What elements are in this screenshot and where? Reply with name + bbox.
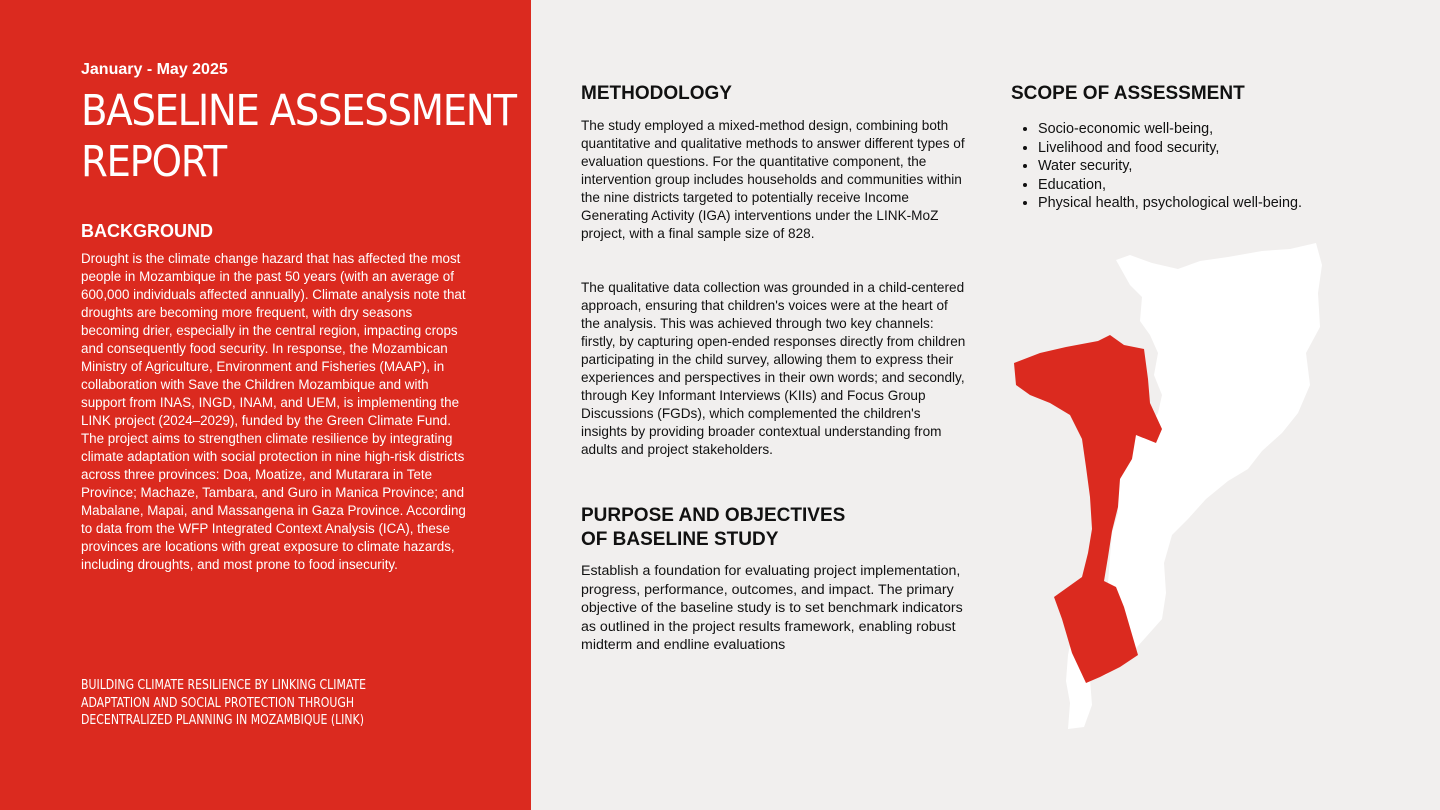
purpose-heading-line-2: OF BASELINE STUDY [581,529,779,550]
purpose-text: Establish a foundation for evaluating project implementation, progress, performance, outcomes, and impact. The primary objective of the baseline study is to set benchmark indicators as outlined in the project results framework, enabling robust midterm and endline evaluations [581,563,963,654]
scope-item: • Socio-economic well-being, [1038,120,1302,139]
methodology-paragraph-1: The study employed a mixed-method design, combining both quantitative and qualitative methods to answer different types of evaluation questions. For the quantitative component, the intervention group includes households and communities within the nine districts targeted to potentially receive Income Generating Activity (IGA) interventions under the LINK-MoZ project, with a final sample size of 828. [581,118,965,241]
page-title-line-1: BASELINE ASSESSMENT [81,86,516,136]
background-heading: BACKGROUND [81,221,213,241]
tagline-line-1: BUILDING CLIMATE RESILIENCE BY LINKING CLIMATE [81,678,367,693]
tagline-line-3: DECENTRALIZED PLANNING IN MOZAMBIQUE (LINK) [81,713,364,728]
page-title [81,86,516,188]
page-title-line-2: REPORT [81,137,226,187]
report-date: January - May 2025 [81,61,228,78]
scope-heading: SCOPE OF ASSESSMENT [1011,83,1245,104]
methodology-heading: METHODOLOGY [581,83,732,104]
mozambique-map-icon [1000,235,1360,735]
tagline-line-2: ADAPTATION AND SOCIAL PROTECTION THROUGH [81,695,355,711]
left-panel [0,0,531,810]
project-tagline [81,677,383,730]
background-text: Drought is the climate change hazard that has affected the most people in Mozambique in the past 50 years (with an average of 600,000 individuals affected annually). Climate analysis note that droughts are becoming more frequent, with dry seasons becoming drier, especially in the central region, impacting crops and consequently food security. In response, the Mozambican Ministry of Agriculture, Environment and Fisheries (MAAP), in collaboration with Save the Children Mozambique and with support from INAS, INGD, INAM, and UEM, is implementing the LINK project (2024–2029), funded by the Green Climate Fund. The project aims to strengthen climate resilience by integrating climate adaptation with social protection in nine high-risk districts across three provinces: Doa, Moatize, and Mutarara in Tete Province; Machaze, Tambara, and Guro in Manica Province; and Mabalane, Mapai, and Massangena in Gaza Province. According to data from the WFP Integrated Context Analysis (ICA), these provinces are locations with great exposure to climate hazards, including droughts, and most prone to food insecurity. [81,251,466,572]
scope-list [1011,120,1302,213]
scope-item: • Water security, [1038,157,1302,176]
scope-item: • Physical health, psychological well-being. [1038,194,1302,213]
scope-item: • Education, [1038,176,1302,195]
purpose-heading-line-1: PURPOSE AND OBJECTIVES [581,505,846,526]
scope-item: • Livelihood and food security, [1038,139,1302,158]
methodology-paragraph-2: The qualitative data collection was grounded in a child-centered approach, ensuring that children's voices were at the heart of the analysis. This was achieved through two key channels: firstly, by capturing open-ended responses directly from children participating in the child survey, allowing them to express their experiences and perspectives in their own words; and secondly, through Key Informant Interviews (KIIs) and Focus Group Discussions (FGDs), which complemented the children's insights by providing broader contextual understanding from adults and project stakeholders. [581,280,966,457]
purpose-heading [581,504,881,552]
